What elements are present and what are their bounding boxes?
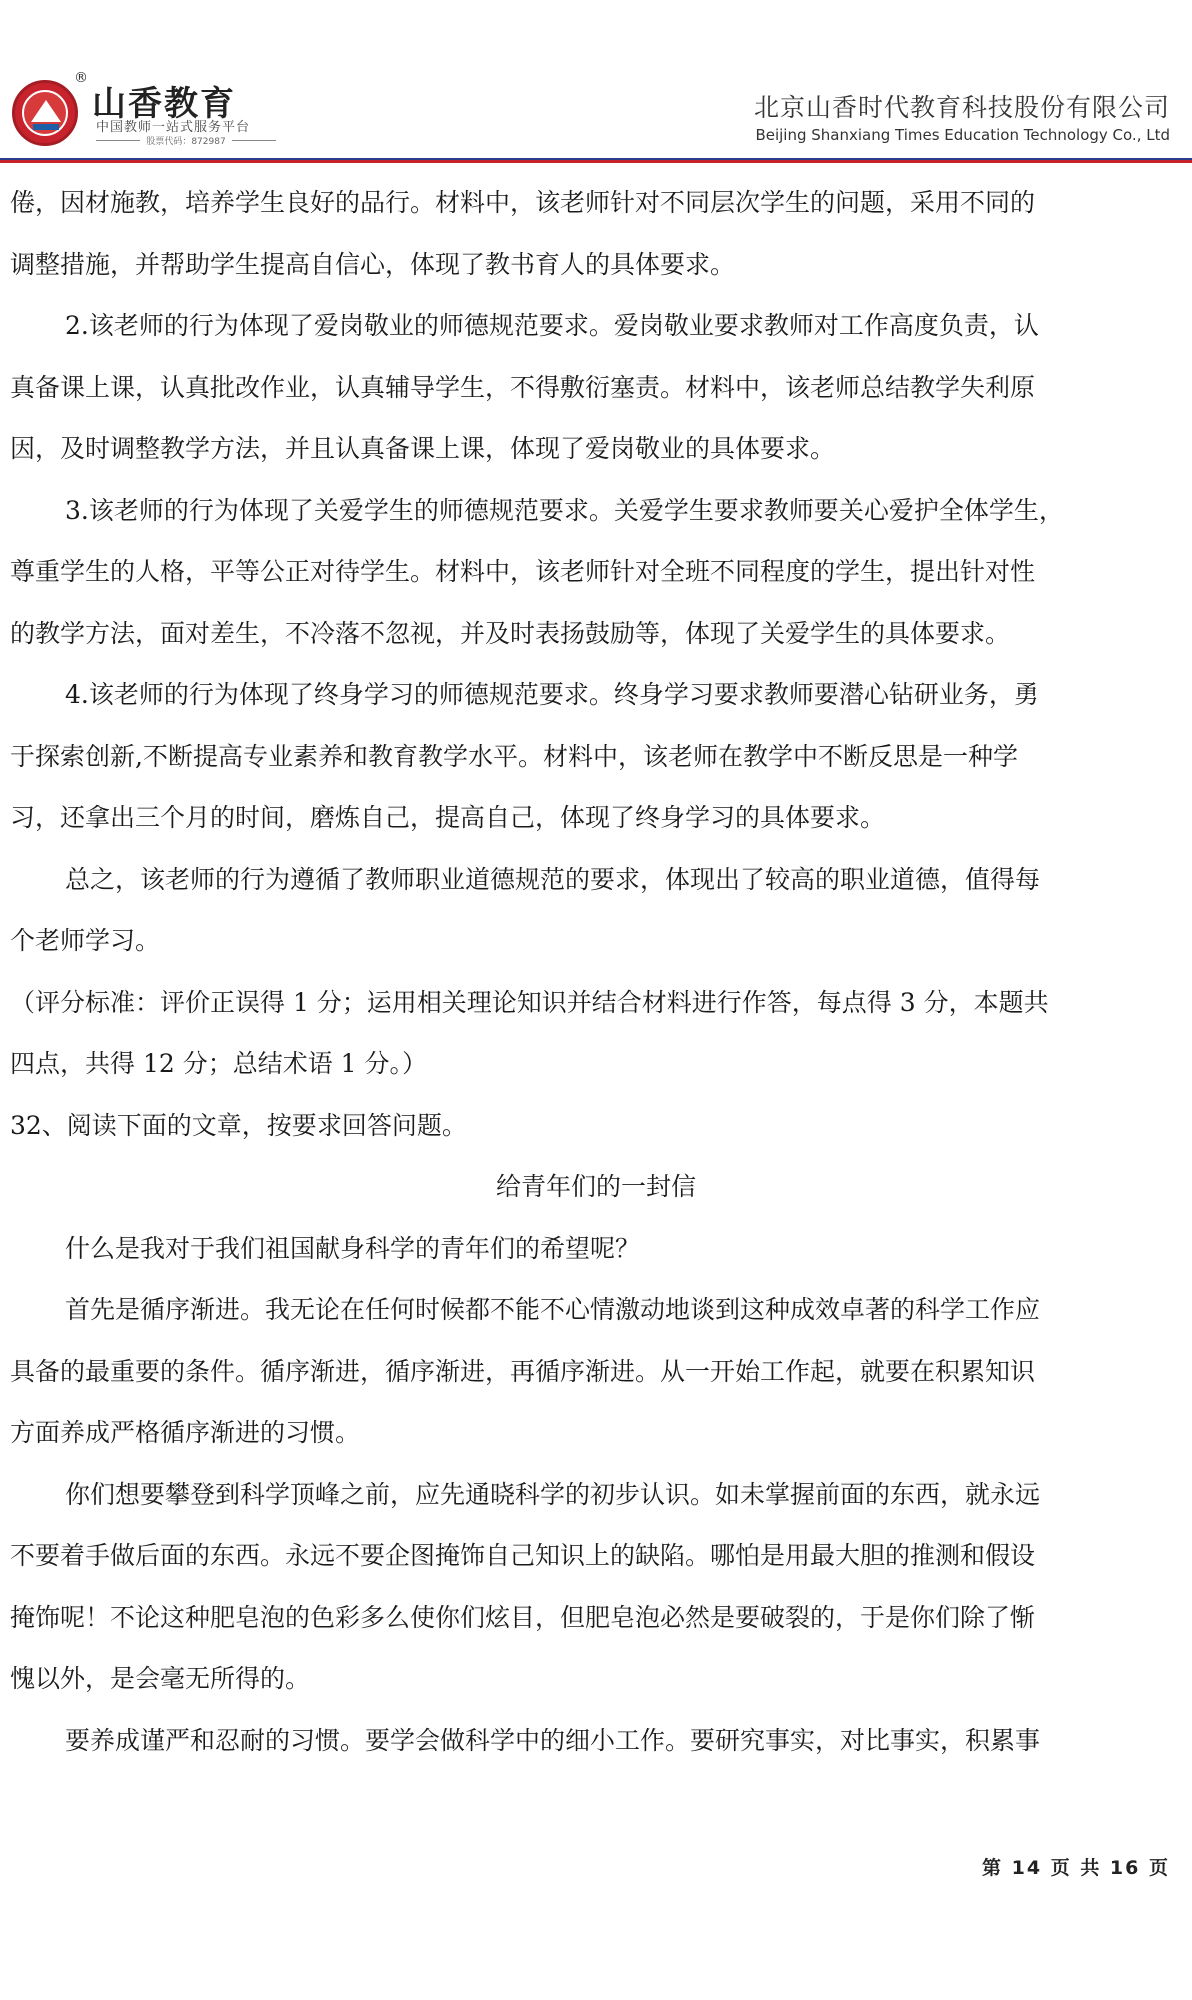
company-name-en: Beijing Shanxiang Times Education Technology Co., Ltd (755, 126, 1170, 144)
article-title: 给青年们的一封信 (495, 1172, 696, 1201)
page-number: 第 14 页 共 16 页 (982, 1857, 1170, 1879)
text-line: 倦，因材施教，培养学生良好的品行。材料中，该老师针对不同层次学生的问题，采用不同的 (10, 188, 1036, 217)
shanxiang-logo-icon (12, 80, 78, 146)
brand-name: 山香教育 (92, 84, 236, 124)
document-body (10, 172, 1182, 1771)
text-line: 不要着手做后面的东西。永远不要企图掩饰自己知识上的缺陷。哪怕是用最大胆的推测和假设 (10, 1541, 1036, 1570)
registered-mark: ® (74, 70, 88, 86)
text-line: 你们想要攀登到科学顶峰之前，应先通晓科学的初步认识。如未掌握前面的东西，就永远 (65, 1479, 1041, 1509)
text-line: 首先是循序渐进。我无论在任何时候都不能不心情激动地谈到这种成效卓著的科学工作应 (65, 1295, 1041, 1324)
stock-code: 股票代码：872987 (146, 137, 226, 147)
text-line: 3.该老师的行为体现了关爱学生的师德规范要求。关爱学生要求教师要关心爱护全体学生， (65, 495, 1064, 525)
text-line: 什么是我对于我们祖国献身科学的青年们的希望呢？ (65, 1233, 641, 1263)
text-line: 尊重学生的人格，平等公正对待学生。材料中，该老师针对全班不同程度的学生，提出针对性 (10, 557, 1036, 586)
text-line: 4.该老师的行为体现了终身学习的师德规范要求。终身学习要求教师要潜心钻研业务，勇 (65, 680, 1039, 709)
header-rule-red (0, 160, 1192, 163)
divider (232, 140, 276, 141)
text-line: 个老师学习。 (10, 926, 161, 955)
text-line: 具备的最重要的条件。循序渐进，循序渐进，再循序渐进。从一开始工作起，就要在积累知识 (10, 1356, 1036, 1386)
logo-mountain (31, 100, 61, 122)
text-line: 于探索创新,不断提高专业素养和教育教学水平。材料中，该老师在教学中不断反思是一种学 (10, 741, 1018, 771)
question-heading: 32、阅读下面的文章，按要求回答问题。 (10, 1110, 467, 1140)
logo-book (33, 124, 59, 130)
company-name-cn: 北京山香时代教育科技股份有限公司 (753, 93, 1170, 122)
divider (96, 140, 140, 141)
text-line: 因，及时调整教学方法，并且认真备课上课，体现了爱岗敬业的具体要求。 (10, 434, 836, 463)
text-line: 要养成谨严和忍耐的习惯。要学会做科学中的细小工作。要研究事实，对比事实，积累事 (65, 1725, 1041, 1755)
text-line: 调整措施，并帮助学生提高自信心，体现了教书育人的具体要求。 (10, 249, 736, 279)
text-line: 习，还拿出三个月的时间，磨炼自己，提高自己，体现了终身学习的具体要求。 (10, 803, 886, 832)
text-line: 2.该老师的行为体现了爱岗敬业的师德规范要求。爱岗敬业要求教师对工作高度负责，认 (65, 311, 1039, 340)
text-line: 愧以外，是会毫无所得的。 (10, 1664, 311, 1693)
scoring-note: 四点，共得 12 分；总结术语 1 分。） (10, 1049, 428, 1078)
text-line: 真备课上课，认真批改作业，认真辅导学生，不得敷衍塞责。材料中，该老师总结教学失利原 (10, 372, 1036, 402)
text-line: 总之，该老师的行为遵循了教师职业道德规范的要求，体现出了较高的职业道德，值得每 (65, 864, 1041, 894)
brand-slogan: 中国教师一站式服务平台 (96, 120, 251, 135)
text-line: 的教学方法，面对差生，不冷落不忽视，并及时表扬鼓励等，体现了关爱学生的具体要求。 (10, 618, 1011, 648)
stock-code-line (96, 134, 276, 147)
text-line: 掩饰呢！不论这种肥皂泡的色彩多么使你们炫目，但肥皂泡必然是要破裂的，于是你们除了惭 (10, 1602, 1036, 1632)
page-header (0, 0, 1192, 160)
text-line: 方面养成严格循序渐进的习惯。 (10, 1418, 361, 1447)
scoring-note: （评分标准：评价正误得 1 分；运用相关理论知识并结合材料进行作答，每点得 3 分，本题共 (10, 987, 1049, 1017)
